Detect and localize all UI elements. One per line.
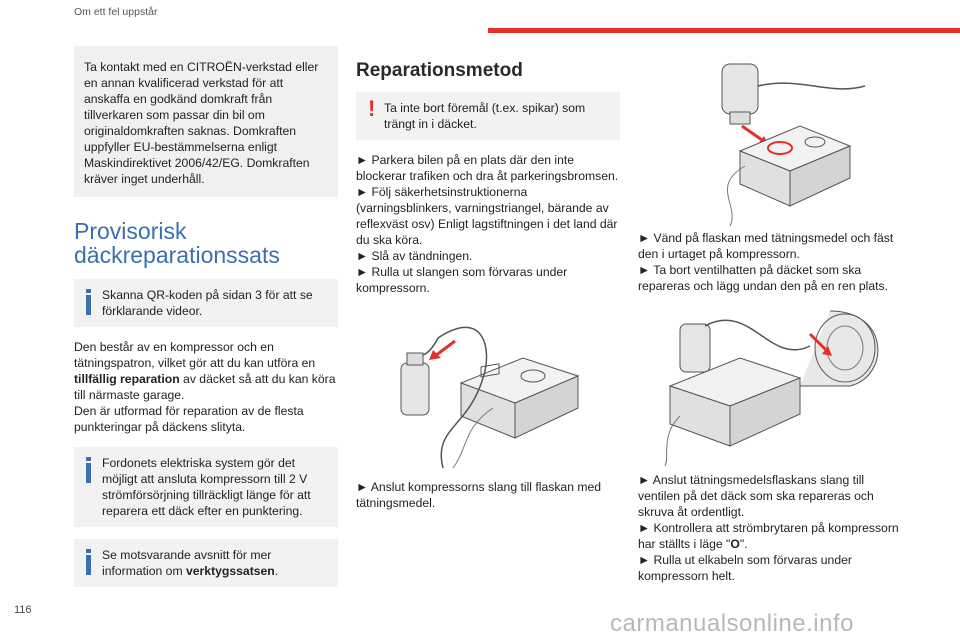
step-connect-valve: ► Anslut tätningsmedelsflaskans slang till ventilen på det däck som ska repareras och skruva åt ordentligt. [638,473,874,519]
kit-desc-bold: tillfällig reparation [74,372,180,386]
watermark: carmanualsonline.info [610,610,854,637]
tools-note [74,539,338,587]
steps-block-1 [356,152,620,296]
section-title [74,219,338,267]
info-icon [86,289,91,315]
section-title-line1: Provisorisk [74,218,187,244]
page-number: 116 [14,604,32,616]
check-switch-part1: ► Kontrollera att strömbrytaren på kompressorn har ställts i läge " [638,521,899,551]
repair-method-title: Reparationsmetod [356,60,523,81]
compressor-hose-illustration [373,308,603,473]
steps-block-3 [638,472,902,584]
step-park: ► Parkera bilen på en plats där den inte blockerar trafiken och dra åt parkeringsbromsen. [356,153,619,183]
step-safety: ► Följ säkerhetsinstruktionerna (varningsblinkers, varningstriangel, bärande av reflexväst osv) Enligt lagstiftningen i det land där du ska köra. [356,185,618,247]
kit-desc-part1: Den består av en kompressor och en tätningspatron, vilket gör att du kan utföra en [74,340,316,370]
section-title-line2: däckreparationssats [74,242,280,268]
qr-note-text: Skanna QR-koden på sidan 3 för att se förklarande videor. [102,288,313,318]
column-middle [356,46,620,523]
info-icon [86,457,91,483]
qr-note [74,279,338,327]
header-red-bar [488,28,960,33]
warning-note [356,92,620,140]
kit-description [74,339,338,435]
check-switch-bold: O [730,537,740,551]
jack-info-box: Ta kontakt med en CITROËN-verkstad eller en annan kvalificerad verkstad för att anskaffa en godkänd domkraft från tillverkaren som passar din bil om originaldomkraften saknas. Domkraften uppfyller EU-bestämmelserna enligt Maskindirektivet 2006/42/EG. Domkraften kräver inget underhåll. [74,46,338,197]
step-unroll-cable: ► Rulla ut elkabeln som förvaras under kompressorn helt. [638,553,852,583]
step-remove-valve-cap: ► Ta bort ventilhatten på däcket som ska repareras och lägg undan den på en ren plats. [638,263,889,293]
tools-note-part2: . [274,564,279,578]
info-icon [86,549,91,575]
warning-text: Ta inte bort föremål (t.ex. spikar) som trängt in i däcket. [384,101,586,131]
tools-note-bold: verktygssatsen [186,564,275,578]
tools-note-part1: Se motsvarande avsnitt för mer information om [102,548,272,578]
column-left [74,46,338,599]
steps-block-2 [638,230,902,294]
bottle-inverted-illustration [670,56,870,226]
warning-icon: ! [368,96,376,121]
tyre-valve-illustration [650,306,890,466]
check-switch-part2: ". [739,537,748,551]
step-unroll-hose: ► Rulla ut slangen som förvaras under kompressorn. [356,265,568,295]
step-ignition: ► Slå av tändningen. [356,249,473,263]
step-check-switch [638,520,902,552]
kit-desc-line2: Den är utformad för reparation av de flesta punkteringar på däckens slityta. [74,404,304,434]
header-section-label: Om ett fel uppstår [74,6,158,18]
power-note-text: Fordonets elektriska system gör det möjligt att ansluta kompressorn till 2 V strömförsörjning tillräckligt länge för att reparera ett däck efter en punktering. [102,456,311,518]
kit-desc-part2: av däcket så att du kan köra till närmaste garage. [74,372,336,402]
step-connect-hose: ► Anslut kompressorns slang till flaskan med tätningsmedel. [356,480,602,510]
column-right [638,56,902,596]
power-note [74,447,338,527]
step-invert-bottle: ► Vänd på flaskan med tätningsmedel och fäst den i urtaget på kompressorn. [638,231,894,261]
